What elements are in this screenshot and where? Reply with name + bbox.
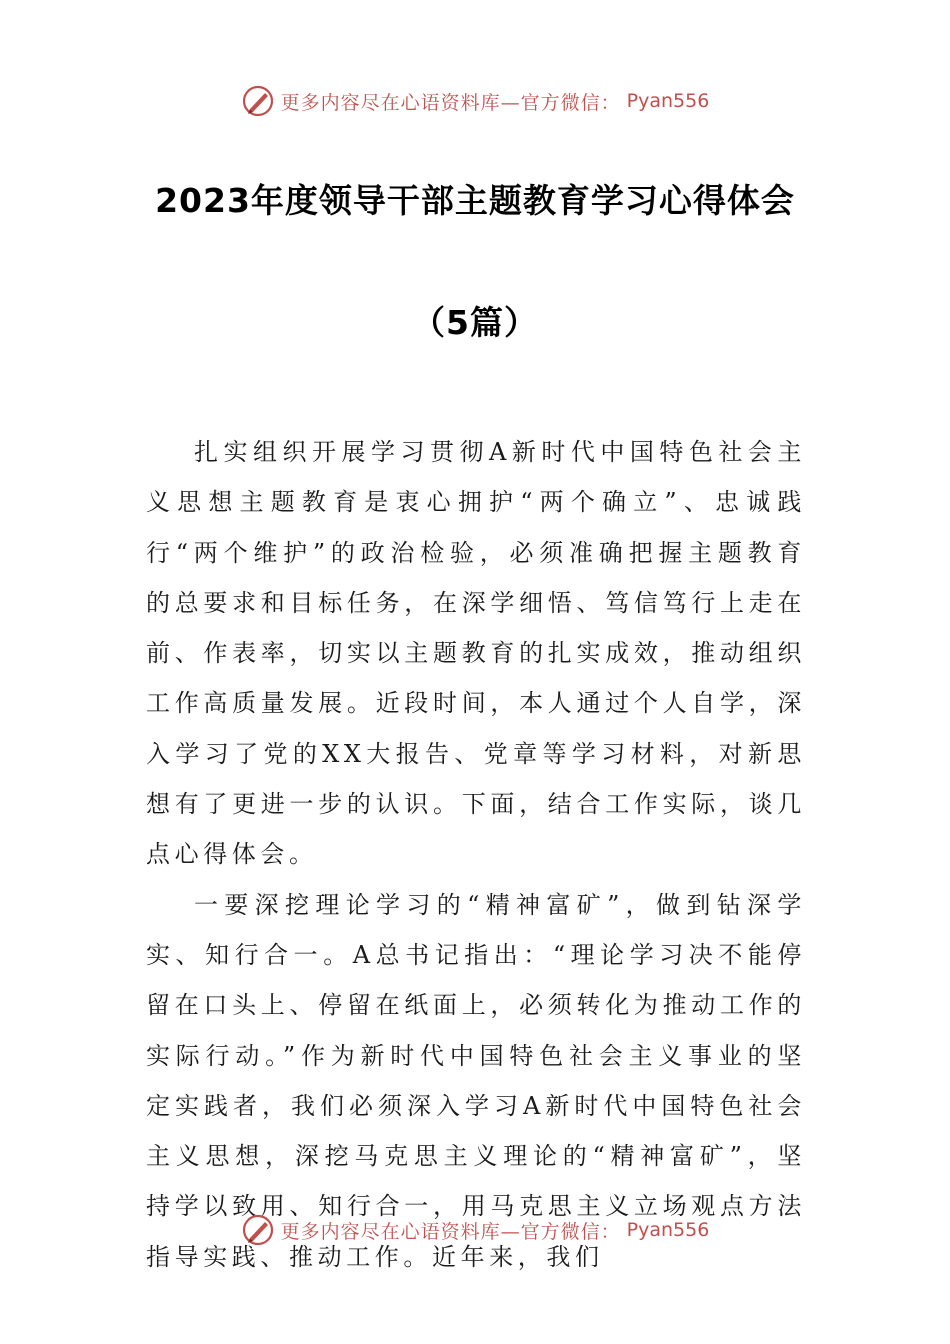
watermark-text: 更多内容尽在心语资料库—官方微信： (280, 91, 621, 114)
paragraph-2: 一要深挖理论学习的“精神富矿”，做到钻深学实、知行合一。A总书记指出：“理论学习决不能停留在口头上、停留在纸面上，必须转化为推动工作的实际行动。”作为新时代中国特色社会主义事业的坚定实践者，我们必须深入学习A新时代中国特色社会主义思想，深挖马克思主义理论的“精神富矿”，坚持学以致用、知行合一，用马克思主义立场观点方法指导实践、推动工作。近年来，我们 (146, 890, 806, 1271)
pen-logo-icon (241, 1213, 275, 1247)
document-title: 2023年度领导干部主题教育学习心得体会 (155, 181, 795, 220)
paragraph-1: 扎实组织开展学习贯彻A新时代中国特色社会主义思想主题教育是衷心拥护“两个确立”、忠诚践行“两个维护”的政治检验，必须准确把握主题教育的总要求和目标任务，在深学细悟、笃信笃行上走在前、作表率，切实以主题教育的扎实成效，推动组织工作高质量发展。近段时间，本人通过个人自学，深入学习了党的XX大报告、党章等学习材料，对新思想有了更进一步的认识。下面，结合工作实际，谈几点心得体会。 (146, 438, 806, 869)
watermark-text: 更多内容尽在心语资料库—官方微信： (280, 1220, 621, 1243)
document-subtitle: （5篇） (412, 303, 538, 342)
watermark-wechat-id: Pyan556 (626, 1219, 710, 1241)
pen-logo-icon (241, 84, 275, 118)
watermark-wechat-id: Pyan556 (626, 90, 710, 112)
header-watermark (0, 84, 950, 118)
footer-watermark (0, 1213, 950, 1247)
document-body (146, 427, 806, 1282)
